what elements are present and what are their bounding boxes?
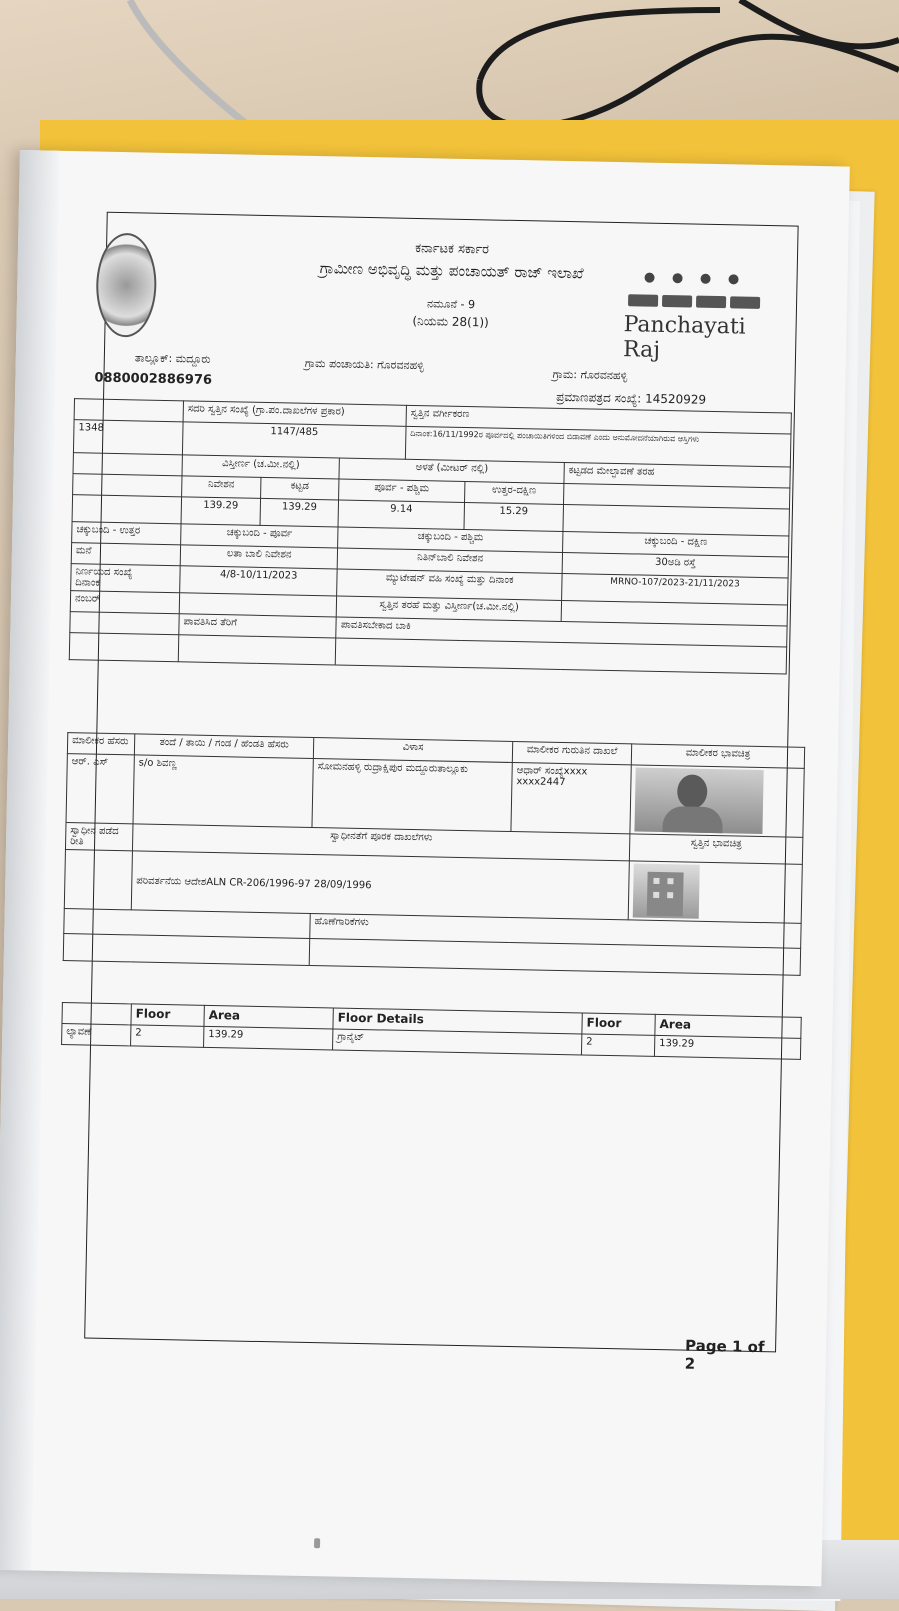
building-value: 139.29 (260, 498, 339, 527)
resolution-label-text: ನಿರ್ಣಯದ ಸಂಖ್ಯೆ (75, 566, 133, 579)
prop-no-label: ಸದರಿ ಸ್ವತ್ತಿನ ಸಂಖ್ಯೆ (ಗ್ರಾ.ಪಂ.ದಾಖಲೆಗಳ ಪ್ರಕಾರ) (183, 401, 406, 426)
west-value: ನಿತಿನ್‌ಬಾಲಿ ನಿವೇಶನ (338, 548, 563, 574)
date-label: ದಿನಾಂಕ (75, 577, 100, 589)
floor-table (61, 1002, 802, 1060)
photo-label: ಮಾಲೀಕರ ಭಾವಚಿತ್ರ (631, 744, 804, 768)
liabilities-label: ಹೊಣೆಗಾರಿಕೆಗಳು (310, 913, 801, 948)
address-label: ವಿಳಾಸ (313, 738, 512, 763)
mutation-value: MRNO-107/2023-21/11/2023 (562, 573, 788, 605)
property-table (69, 398, 792, 674)
left-number: 1348 (73, 420, 183, 455)
classification: ದಿನಾಂಕ:16/11/1992ರ ಪೂರ್ವದಲ್ಲಿ ಪಂಚಾಯಿತಿಗಳಿಂದ ಬಿಡಾವಣೆ ಎಂದು ಅನುಮೋದನೆಯಾಗಿರುವ ಆಸ್ತಿಗಳು (405, 426, 791, 467)
area-label: ವಿಸ್ತೀರ್ಣ (ಚ.ಮೀ.ನಲ್ಲಿ) (182, 455, 340, 479)
area-value-2: 139.29 (654, 1035, 800, 1059)
mutation-label: ಮ್ಯುಟೇಷನ್ ವಹಿ ಸಂಖ್ಯೆ ಮತ್ತು ದಿನಾಂಕ (337, 569, 562, 601)
page-number: Page 1 of 2 (684, 1336, 765, 1373)
owner-name-label: ಮಾಲೀಕರ ಹೆಸರು (67, 733, 134, 755)
property-photo (633, 863, 700, 918)
north-label: ಚಕ್ಕುಬಂದಿ - ಉತ್ತರ (72, 522, 181, 545)
dept-title: ಗ್ರಾಮೀಣ ಅಭಿವೃದ್ಧಿ ಮತ್ತು ಪಂಚಾಯತ್ ರಾಜ್ ಇಲಾಖೆ (319, 259, 584, 283)
relation-label: ತಂದೆ / ತಾಯಿ / ಗಂಡ / ಹೆಂಡತಿ ಹೆಸರು (134, 734, 313, 759)
ew-label: ಪೂರ್ವ - ಪಶ್ಚಿಮ (339, 479, 465, 503)
prop-type-label: ಸ್ವತ್ತಿನ ತರಹೆ ಮತ್ತು ವಿಸ್ತೀರ್ಣ(ಚ.ಮೀ.ನಲ್ಲಿ) (337, 596, 562, 622)
area-header-2: Area (655, 1014, 801, 1038)
conversion-order: ಪರಿವರ್ತನೆಯ ಆದೇಶALN CR-206/1996-97 28/09/1996 (131, 851, 629, 920)
logo-text: Panchayati Raj (622, 312, 746, 363)
site-label: ನಿವೇಶನ (182, 476, 261, 499)
south-label: ಚಕ್ಕುಬಂದಿ - ದಕ್ಷಿಣ (563, 531, 789, 557)
east-label: ಚಕ್ಕುಬಂದಿ - ಪೂರ್ವ (181, 524, 339, 548)
logo-people-icon (624, 268, 775, 311)
east-value: ಲತಾ ಬಾಲಿ ನಿವೇಶನ (180, 545, 338, 569)
owner-photo (634, 767, 763, 834)
south-value: 30ಅಡಿ ರಸ್ತೆ (562, 552, 788, 578)
classification-label: ಸ್ವತ್ತಿನ ವರ್ಗೀಕರಣ (406, 405, 791, 434)
blank-cell (69, 633, 179, 662)
building-label: ಕಟ್ಟಡ (260, 477, 339, 500)
floor-value-2: 2 (581, 1034, 654, 1056)
area-header: Area (204, 1005, 333, 1029)
paid-tax-value (178, 635, 336, 665)
village: ಗ್ರಾಮ: ಗೊರವನಹಳ್ಳಿ (552, 367, 628, 383)
owner-name: ಆರ್. ಎಸ್ (66, 754, 134, 824)
certificate-number: ಪ್ರಮಾಣಪತ್ರದ ಸಂಖ್ಯೆ: 14520929 (556, 389, 707, 407)
building-type-label: ಕಟ್ಟಡದ ಮೇಲ್ಛಾವಣೆ ತರಹ (564, 462, 790, 488)
paid-tax-label: ಪಾವತಿಸಿದ ತೆರಿಗೆ (179, 614, 337, 638)
prop-photo-label: ಸ್ವತ್ತಿನ ಭಾವಚಿತ್ರ (629, 834, 803, 864)
page-curl (0, 150, 60, 1571)
resolution-label (71, 564, 181, 593)
gov-title: ಕರ್ನಾಟಕ ಸರ್ಕಾರ (415, 240, 490, 258)
id-doc-label: ಮಾಲೀಕರ ಗುರುತಿನ ದಾಖಲೆ (512, 742, 631, 765)
pen-mark (314, 1538, 320, 1548)
blank-cell (64, 850, 132, 910)
blank-cell (72, 495, 182, 524)
owner-id-doc: ಆಧಾರ್ ಸಂಖ್ಯೆxxxx xxxx2447 (511, 763, 631, 834)
dims-label: ಅಳತೆ (ಮೀಟರ್ ನಲ್ಲಿ) (339, 458, 564, 484)
floor-header: Floor (131, 1004, 204, 1026)
owner-relation: s/o ಶಿವಣ್ಣ (133, 755, 313, 828)
blank-cell (62, 1003, 131, 1025)
property-id: 0880002886976 (94, 370, 213, 388)
form-number: ನಮೂನೆ - 9 (426, 297, 476, 312)
rule-number: (ನಿಯಮ 28(1)) (412, 313, 489, 330)
document-page (0, 150, 850, 1586)
panchayati-raj-logo (623, 268, 775, 365)
ns-label: ಉತ್ತರ-ದಕ್ಷಿಣ (464, 481, 564, 504)
area-value: 139.29 (204, 1026, 333, 1050)
owner-address: ಸೋಮನಹಳ್ಳಿ ರುದ್ರಾಕ್ಷಿಪುರ ಮದ್ದೂರುತಾಲ್ಲೂಕು (312, 759, 512, 832)
floor-details-header: Floor Details (333, 1008, 582, 1034)
ns-value: 15.29 (464, 502, 564, 531)
north-value: ಮನೆ (71, 543, 180, 566)
prop-no: 1147/485 (182, 422, 406, 459)
blank-cell (74, 399, 183, 422)
due-label: ಪಾವತಿಸಬೇಕಾದ ಬಾಕಿ (336, 617, 787, 647)
ew-value: 9.14 (338, 500, 464, 530)
floor-detail-value: ಗ್ರಾನೈಟ್ (333, 1029, 582, 1055)
owner-table (63, 732, 805, 976)
supporting-label: ಸ್ವಾಧೀನತೆಗೆ ಪೂರಕ ದಾಖಲೆಗಳು (132, 824, 629, 861)
number-label: ನಂಬರ್ (70, 591, 179, 614)
prop-photo-cell (628, 861, 802, 923)
owner-photo-cell (630, 765, 804, 837)
blank-cell (73, 474, 182, 497)
site-value: 139.29 (181, 497, 260, 526)
floor-header-2: Floor (582, 1013, 655, 1035)
taluk: ತಾಲ್ಲೂಕ್: ಮದ್ದೂರು (134, 351, 211, 366)
blank-cell (73, 453, 182, 476)
blank-cell (63, 934, 309, 966)
form-frame (66, 212, 798, 1373)
acq-label: ಸ್ವಾಧೀನ ಪಡೆದ ರೀತಿ (65, 823, 133, 851)
floor-row-label: ಲ್ಯಾವಣೆ (62, 1024, 131, 1046)
floor-value: 2 (131, 1025, 204, 1047)
resolution-value: 4/8-10/11/2023 (180, 566, 338, 596)
west-label: ಚಕ್ಕುಬಂದಿ - ಪಶ್ಚಿಮ (338, 527, 563, 553)
gram-panchayat: ಗ್ರಾಮ ಪಂಚಾಯತಿ: ಗೊರವನಹಳ್ಳಿ (304, 356, 425, 373)
blank-cell (70, 612, 179, 635)
